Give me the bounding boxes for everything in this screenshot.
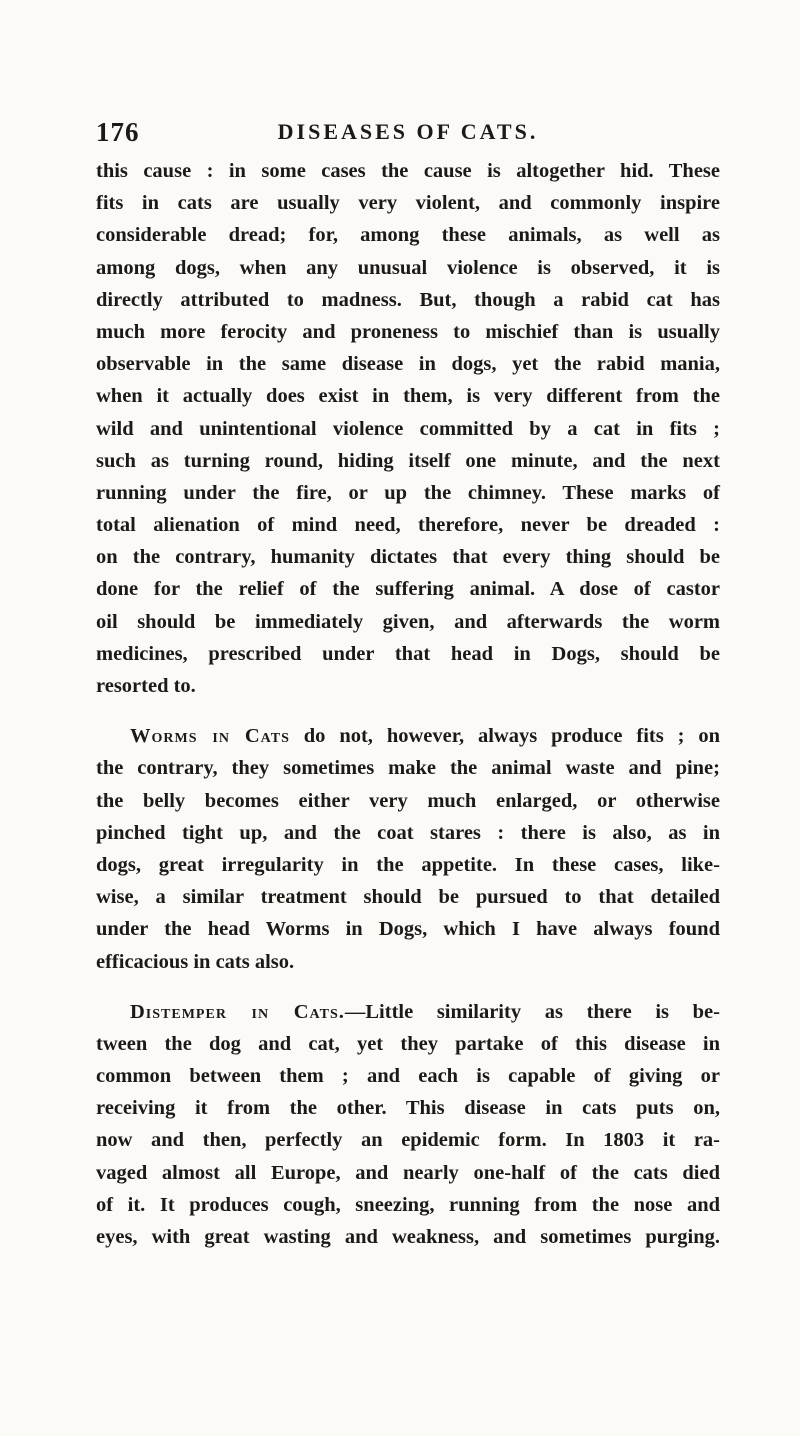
text-line: wild and unintentional violence committed by a cat in fits ; xyxy=(96,417,720,440)
text-line: total alienation of mind need, therefore, never be dreaded : xyxy=(96,514,720,537)
text-line xyxy=(96,996,720,1028)
text-line: of it. It produces cough, sneezing, running from the nose and xyxy=(96,1193,720,1216)
text-line: eyes, with great wasting and weakness, and sometimes purging. xyxy=(96,1226,720,1248)
text-run: —Little similarity as there is be- xyxy=(344,1000,720,1023)
text-run: do not, however, always produce fits ; on xyxy=(289,725,720,748)
section-heading: Distemper in Cats. xyxy=(130,1000,345,1023)
text-line: such as turning round, hiding itself one minute, and the next xyxy=(96,449,720,472)
text-line: common between them ; and each is capable of giving or xyxy=(96,1065,720,1088)
text-line: considerable dread; for, among these animals, as well as xyxy=(96,224,720,247)
paragraph-distemper xyxy=(96,996,720,1254)
text-line: vaged almost all Europe, and nearly one-half of the cats died xyxy=(96,1161,720,1184)
text-line: under the head Worms in Dogs, which I have always found xyxy=(96,918,720,941)
text-line: efficacious in cats also. xyxy=(96,950,295,973)
text-line: oil should be immediately given, and afterwards the worm xyxy=(96,610,720,633)
page-number: 176 xyxy=(96,117,140,147)
paragraph-fits xyxy=(96,155,720,702)
text-line: this cause : in some cases the cause is altogether hid. These xyxy=(96,160,720,182)
text-line: observable in the same disease in dogs, yet the rabid mania, xyxy=(96,353,720,376)
running-title: DISEASES OF CATS. xyxy=(277,119,539,144)
text-line: pinched tight up, and the coat stares : there is also, as in xyxy=(96,821,720,844)
body-text xyxy=(96,155,720,1253)
text-line: much more ferocity and proneness to mischief than is usually xyxy=(96,320,720,343)
text-line: directly attributed to madness. But, though a rabid cat has xyxy=(96,288,720,311)
text-line: wise, a similar treatment should be pursued to that detailed xyxy=(96,886,720,909)
text-line: running under the fire, or up the chimney. These marks of xyxy=(96,481,720,504)
section-heading: Worms in Cats xyxy=(130,725,290,748)
text-line: receiving it from the other. This disease in cats puts on, xyxy=(96,1097,720,1120)
text-line: on the contrary, humanity dictates that every thing should be xyxy=(96,546,720,569)
text-line: now and then, perfectly an epidemic form. In 1803 it ra- xyxy=(96,1129,720,1152)
text-line: the belly becomes either very much enlarged, or otherwise xyxy=(96,789,720,812)
paragraph-worms xyxy=(96,720,720,978)
text-line: dogs, great irregularity in the appetite. In these cases, like- xyxy=(96,853,720,876)
page-header xyxy=(96,117,720,151)
text-line xyxy=(96,720,720,752)
text-line: done for the relief of the suffering animal. A dose of castor xyxy=(96,578,720,601)
text-line: medicines, prescribed under that head in Dogs, should be xyxy=(96,642,720,665)
text-line: fits in cats are usually very violent, and commonly inspire xyxy=(96,192,720,215)
text-line: resorted to. xyxy=(96,675,196,697)
text-line: tween the dog and cat, yet they partake of this disease in xyxy=(96,1032,720,1055)
text-line: when it actually does exist in them, is very different from the xyxy=(96,385,720,408)
text-line: the contrary, they sometimes make the animal waste and pine; xyxy=(96,757,720,780)
text-line: among dogs, when any unusual violence is observed, it is xyxy=(96,256,720,279)
